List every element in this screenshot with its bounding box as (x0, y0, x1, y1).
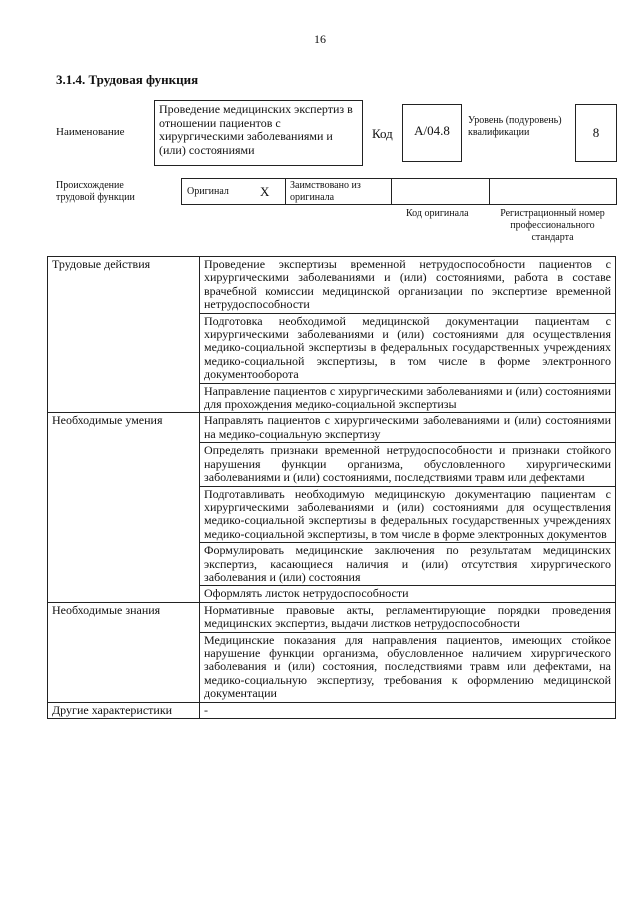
function-table (47, 256, 616, 719)
name-value: Проведение медицинских экспертиз в отношении пациентов с хирургическими заболеваниями и (или) состояниями (159, 102, 353, 157)
table-cell: Определять признаки временной нетрудоспособности и признаки стойкого нарушения функции организма, обусловленного хирургическими заболеваниями и (или) состояниями, последствиями травм или дефектами (200, 443, 616, 486)
name-box (154, 100, 363, 166)
table-cell: Направлять пациентов с хирургическими заболеваниями и (или) состояниями на медико-социальную экспертизу (200, 413, 616, 443)
row-title: Необходимые знания (48, 602, 200, 702)
level-box (575, 104, 617, 162)
table-cell: Проведение экспертизы временной нетрудоспособности пациентов с хирургическими заболеваниями и (или) состояниями, работа в составе врачебной комиссии медицинской организации по экспертизе временной нетрудоспособности (200, 257, 616, 314)
reg-number-caption: Регистрационный номер профессионального стандарта (500, 208, 605, 243)
row-title: Другие характеристики (48, 702, 200, 718)
table-cell: Оформлять листок нетрудоспособности (200, 586, 616, 602)
section-heading: 3.1.4. Трудовая функция (56, 72, 199, 87)
table-cell: Медицинские показания для направления пациентов, имеющих стойкое нарушение функции организма, обусловленное наличием хирургического заболевания и (или) состояния, последствиями травм или дефектами, на медико-социальную экспертизу, требования к оформлению медицинской документации (200, 632, 616, 702)
table-cell: Нормативные правовые акты, регламентирующие порядки проведения медицинских экспертиз, выдачи листков нетрудоспособности (200, 602, 616, 632)
origin-row (181, 178, 617, 205)
level-value: 8 (592, 125, 600, 140)
origin-divider-1 (285, 178, 286, 205)
table-cell: Формулировать медицинские заключения по результатам медицинских экспертиз, касающиеся наличия и (или) отсутствия хирургического заболевания и (или) состояния (200, 543, 616, 586)
origin-label: Происхождение трудовой функции (56, 180, 135, 203)
code-box (402, 104, 462, 162)
level-label: Уровень (подуровень) квалификации (468, 115, 562, 138)
table-row (48, 702, 616, 718)
row-title: Трудовые действия (48, 257, 200, 413)
original-mark: X (260, 184, 270, 199)
table-cell: Подготовка необходимой медицинской документации пациентам с хирургическими заболеваниями и (или) состояниями для осуществления медико-социальной экспертизы в федеральных государственных учреждениях медико-социальной экспертизы, в том числе в форме электронного документооборота (200, 313, 616, 383)
code-value: А/04.8 (414, 123, 450, 138)
table-row (48, 413, 616, 443)
original-label: Оригинал (187, 186, 229, 197)
origin-divider-3 (489, 178, 490, 205)
code-original-caption: Код оригинала (406, 208, 469, 219)
table-cell: - (200, 702, 616, 718)
origin-divider-2 (391, 178, 392, 205)
borrowed-label: Заимствовано из оригинала (290, 180, 361, 203)
page-number: 16 (314, 32, 326, 46)
code-label: Код (372, 126, 393, 141)
name-label: Наименование (56, 126, 125, 138)
row-title: Необходимые умения (48, 413, 200, 602)
table-row (48, 257, 616, 314)
table-row (48, 602, 616, 632)
table-cell: Направление пациентов с хирургическими заболеваниями и (или) состояниями для прохождения медико-социальной экспертизы (200, 383, 616, 413)
table-cell: Подготавливать необходимую медицинскую документацию пациентам с хирургическими заболеваниями и (или) состояниями для осуществления медико-социальной экспертизы в федеральных государственных учреждениях медико-социальной экспертизы, в том числе в форме электронных документов (200, 486, 616, 543)
